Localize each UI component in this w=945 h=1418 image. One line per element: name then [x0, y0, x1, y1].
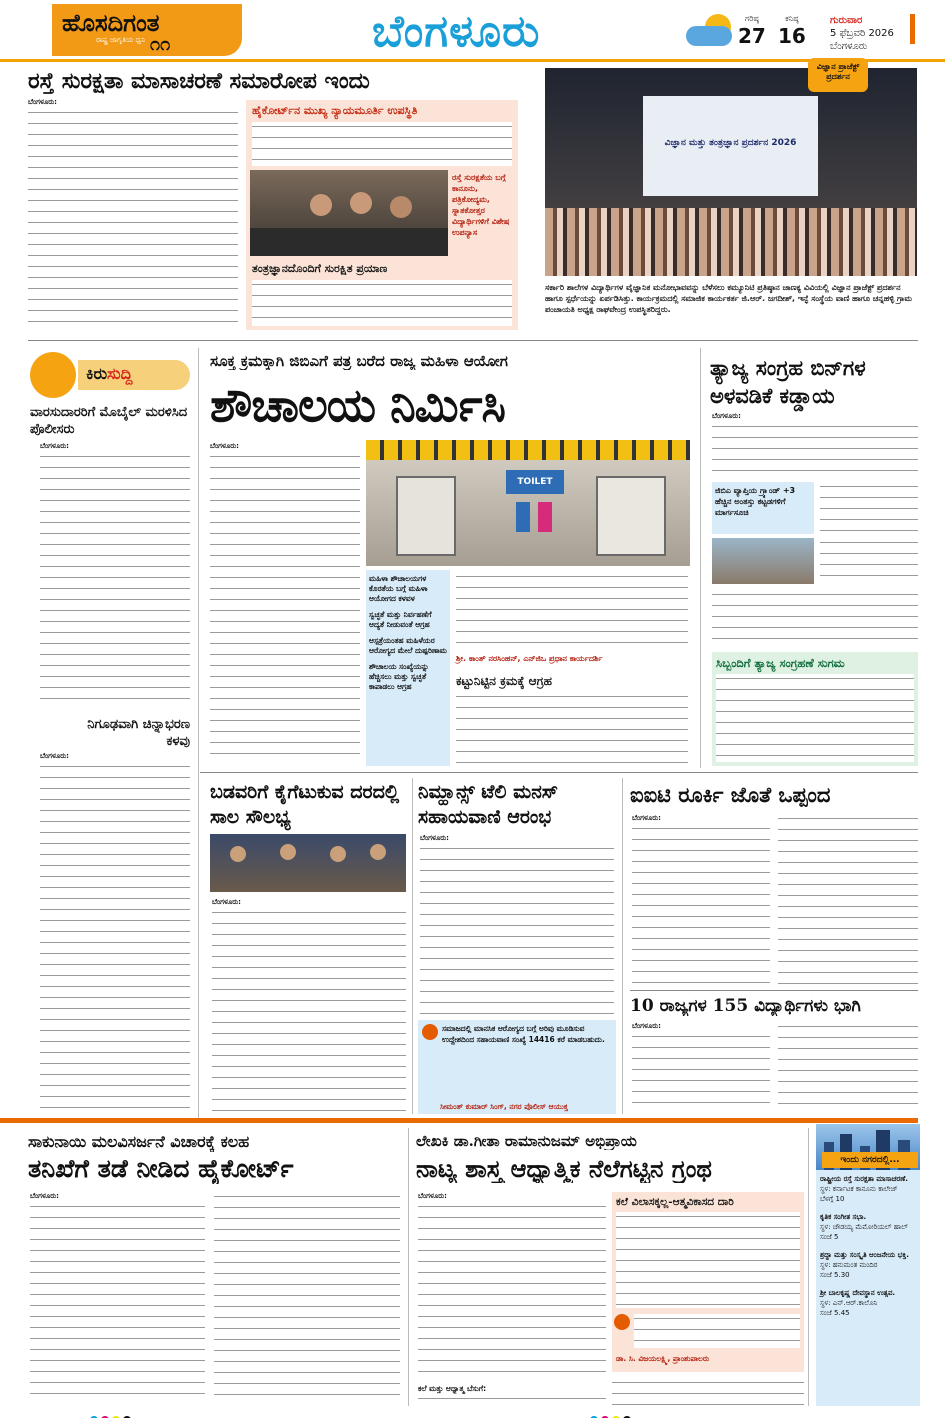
toilet-bullet-3: ಆಸ್ಪತ್ರೆಯಂತಹ ಮಹಿಳೆಯರ ಆರೋಗ್ಯದ ಮೇಲೆ ದುಷ್ಪರಿಣಾಮ [369, 636, 447, 655]
kiru-label [86, 364, 132, 384]
nimhans-quote: ಸಮಾಜದಲ್ಲಿ ಮಾನಸಿಕ ಆರೋಗ್ಯದ ಬಗ್ಗೆ ಅರಿವು ಮೂಡಿಸುವ ಉದ್ದೇಶದಿಂದ ಸಹಾಯವಾಣಿ ಸಂಖ್ಯೆ 14416 ಕರೆ ಮಾಡಬಹುದು. [442, 1024, 605, 1044]
edge-bar [910, 14, 915, 44]
loans-column-rule [412, 778, 413, 1114]
natya-quote-author: ಡಾ. ಸಿ. ವಿಜಯಲಕ್ಷ್ಮಿ, ಪ್ರಾಂಶುಪಾಲರು [616, 1354, 710, 1363]
nimhans-column-rule [622, 778, 623, 1114]
iit-headline: ಐಐಟಿ ರೂರ್ಕಿ ಜೊತೆ ಒಪ್ಪಂದ [630, 782, 831, 807]
road-safety-box-body [252, 122, 512, 166]
toilet-dateline: ಬೆಂಗಳೂರು: [210, 442, 239, 450]
date: 5 ಫೆಬ್ರವರಿ 2026 [830, 28, 894, 39]
today-event-3: ಶ್ರದ್ಧಾ ಮತ್ತು ಸಂಸ್ಕೃತಿ ಆಂಜನೇಯ ಭಕ್ತಿ. [820, 1251, 909, 1259]
waste-body-3 [820, 538, 918, 584]
today-time-4: ಸಂಜೆ 5.45 [820, 1309, 850, 1317]
waste-dateline: ಬೆಂಗಳೂರು: [712, 412, 741, 420]
today-item-3 [820, 1250, 916, 1280]
cloud-icon [686, 26, 732, 46]
waste-headline: ತ್ಯಾಜ್ಯ ಸಂಗ್ರಹ ಬಿನ್‌ಗಳ ಅಳವಡಿಕೆ ಕಡ್ಡಾಯ [710, 355, 866, 408]
toilet-bullets-box [366, 570, 450, 766]
road-safety-dateline: ಬೆಂಗಳೂರು: [28, 98, 57, 106]
today-item-4 [820, 1288, 916, 1318]
nimhans-quote-author: ಸೀಮಂತ್ ಕುಮಾರ್ ಸಿಂಗ್, ನಗರ ಪೊಲೀಸ್ ಆಯುಕ್ತ [440, 1102, 568, 1111]
waste-box: ಜಿಬಿಎ ವ್ಯಾಪ್ತಿಯ ಗ್ರ್ಯಾಂಡ್ +3 ಹೆಚ್ಚಿನ ಅಂತಸ್ತು ಕಟ್ಟಡಗಳಿಗೆ ಮಾರ್ಗಸೂಚಿ [712, 482, 814, 534]
today-place-3: ಸ್ಥಳ: ಹನುಮಂತ ಮಂದಿರ [820, 1261, 878, 1269]
loans-body [212, 908, 406, 1112]
toilet-quote-author: ಶ್ರೀ. ಕಾಂತ್ ನರಸಿಂಹನ್, ಎನ್‌ಜಿಒ ಪ್ರಧಾನ ಕಾರ್ಯದರ್ಶಿ [456, 654, 603, 663]
students-dateline: ಬೆಂಗಳೂರು: [632, 1022, 661, 1030]
kiru-label-2: ಸುದ್ದಿ [107, 364, 133, 383]
loans-dateline: ಬೆಂಗಳೂರು: [212, 898, 241, 906]
today-place-4: ಸ್ಥಳ: ಎನ್.ಆರ್.ಕಾಲೊನಿ [820, 1299, 878, 1307]
natya-kicker: ಲೇಖಕಿ ಡಾ.ಗೀತಾ ರಾಮಾನುಜಮ್ ಅಭಿಪ್ರಾಯ [416, 1132, 637, 1150]
iit-body-1 [632, 824, 770, 984]
section-divider-2 [200, 772, 918, 773]
today-event-4: ಶ್ರೀ ಬಾಲಕೃಷ್ಣ ದೇವಸ್ಥಾನ ಉತ್ಸವ. [820, 1289, 896, 1297]
hc-body-2 [214, 1192, 400, 1402]
natya-body-1 [418, 1202, 606, 1380]
city-aerial-photo [712, 538, 814, 584]
max-temp: 27 [738, 24, 766, 48]
road-safety-box-title: ಹೈಕೋರ್ಟ್‌ನ ಮುಖ್ಯ ನ್ಯಾಯಮೂರ್ತಿ ಉಪಸ್ಥಿತಿ [252, 104, 418, 117]
waste-sub-body [716, 674, 914, 762]
min-temp-label: ಕನಿಷ್ಠ [785, 14, 799, 23]
max-temp-block [738, 14, 766, 48]
natya-body-2 [418, 1394, 606, 1408]
quote-icon [422, 1024, 438, 1040]
toilet-bullet-1: ಮಹಿಳಾ ಶೌಚಾಲಯಗಳ ಕೊರತೆಯ ಬಗ್ಗೆ ಮಹಿಳಾ ಆಯೋಗದ ಕಳವಳ [369, 574, 428, 603]
toilet-kicker: ಸೂಕ್ತ ಕ್ರಮಕ್ಕಾಗಿ ಜಿಬಿಎಗೆ ಪತ್ರ ಬರೆದ ರಾಜ್ಯ ಮಹಿಳಾ ಆಯೋಗ [210, 352, 508, 370]
page-number: ೧೧ [150, 34, 171, 55]
natya-dateline: ಬೆಂಗಳೂರು: [418, 1192, 447, 1200]
section-divider-1 [28, 340, 918, 341]
today-event-2: ಕೃತಿಕ ಸಂಗೀತ ಸಭಾ. [820, 1213, 867, 1221]
waste-body-4 [712, 590, 918, 648]
kiru-label-1: ಕಿರು [86, 364, 108, 383]
waste-subhead: ಸಿಬ್ಬಂದಿಗೆ ತ್ಯಾಜ್ಯ ಸಂಗ್ರಹಣೆ ಸುಗಮ [716, 656, 845, 670]
today-time-3: ಸಂಜೆ 5.30 [820, 1271, 850, 1279]
kiru-body-1 [40, 452, 190, 708]
science-expo-tag: ವಿಜ್ಞಾನ ಪ್ರಾಜೆಕ್ಟ್ ಪ್ರದರ್ಶನ [808, 58, 868, 92]
registration-marks-left [90, 1409, 134, 1418]
natya-quote-icon [614, 1314, 630, 1330]
weekday: ಗುರುವಾರ [830, 15, 863, 26]
kiru-column-rule [198, 348, 199, 1118]
today-place-2: ಸ್ಥಳ: ಚೌಡಯ್ಯ ಮೆಮೋರಿಯಲ್ ಹಾಲ್ [820, 1223, 908, 1231]
nimhans-dateline: ಬೆಂಗಳೂರು: [420, 834, 449, 842]
iit-dateline: ಬೆಂಗಳೂರು: [632, 814, 661, 822]
today-place-1: ಸ್ಥಳ: ಕರ್ನಾಟಕ ಕಾನೂನು ಕಾಲೇಜ್ [820, 1185, 898, 1193]
toilet-quote-body [456, 572, 688, 652]
toilet-bullet-4: ಶೌಚಾಲಯ ಸಂಖ್ಯೆಯನ್ನು ಹೆಚ್ಚಿಸಲು ಮತ್ತು ಸ್ವಚ್ಛತೆ ಕಾಪಾಡಲು ಆಗ್ರಹ [369, 662, 429, 691]
section-divider-4 [0, 1118, 918, 1123]
today-time-2: ಸಂಜೆ 5 [820, 1233, 839, 1241]
hc-kicker: ಸಾಕುನಾಯಿ ಮಲವಿಸರ್ಜನೆ ವಿಚಾರಕ್ಕೆ ಕಲಹ [28, 1132, 250, 1151]
toilet-action-body [456, 692, 688, 764]
date-block [830, 14, 920, 53]
hc-dateline: ಬೆಂಗಳೂರು: [30, 1192, 59, 1200]
newspaper-logo: ಹೊಸದಿಗಂತ [62, 8, 160, 37]
hc-column-rule [408, 1128, 409, 1406]
hc-body-1 [30, 1202, 205, 1402]
hc-headline: ತನಿಖೆಗೆ ತಡೆ ನೀಡಿದ ಹೈಕೋರ್ಟ್ [28, 1154, 294, 1183]
max-temp-label: ಗರಿಷ್ಠ [744, 14, 759, 23]
kiru-dateline-2: ಬೆಂಗಳೂರು: [40, 752, 69, 760]
toilet-headline: ಶೌಚಾಲಯ ನಿರ್ಮಿಸಿ [210, 378, 505, 432]
natya-box-title: ಕಲೆ ವಿಲಾಸಕ್ಕಲ್ಲ-ಆತ್ಮವಿಕಾಸದ ದಾರಿ [616, 1196, 734, 1208]
science-expo-caption: ಸರ್ಕಾರಿ ಶಾಲೆಗಳ ವಿದ್ಯಾರ್ಥಿಗಳ ವೈಜ್ಞಾನಿಕ ಮನೋಭಾವವನ್ನು ಬೆಳೆಸಲು ಕಮ್ಯೂನಿಟಿ ಪ್ರತಿಷ್ಠಾನ ಚಾಣಕ್ಯ ವಿವಿಯಲ್ಲಿ ವಿಜ್ಞಾನ ಪ್ರಾಜೆಕ್ಟ್ ಪ್ರದರ್ಶನ ಹಾಗೂ ಸ್ಪರ್ಧೆಯನ್ನು ಏರ್ಪಡಿಸಿತ್ತು. ಕಾರ್ಯಕ್ರಮದಲ್ಲಿ ಸಮಾಜಿಕ ಕಾರ್ಯಕರ್ತ ಜಿ.ಆರ್. ಜಗದೀಶ್, ಇನ್ಫೆ ಸಂಸ್ಥೆಯ ವಾಣಿ ಹಾಗೂ ಚನ್ನಹಳ್ಳಿ ಗ್ರಾಮ ಪಂಚಾಯತಿ ಅಧ್ಯಕ್ಷ ರಾಘವೇಂದ್ರ ಉಪಸ್ಥಿತರಿದ್ದರು. [545, 283, 913, 314]
min-temp: 16 [778, 24, 806, 48]
today-list [816, 1170, 920, 1406]
kiru-hand-icon [30, 352, 76, 398]
section-divider-3 [630, 990, 918, 991]
waste-body-2 [820, 482, 918, 534]
students-body-2 [778, 1022, 918, 1112]
toilet-sign: TOILET [506, 470, 564, 494]
today-title: ಇಂದು ನಗರದಲ್ಲಿ... [822, 1152, 918, 1168]
nimhans-headline: ನಿಮ್ಹಾನ್ಸ್ ಟೆಲಿ ಮನಸ್ ಸಹಾಯವಾಣಿ ಆರಂಭ [418, 781, 559, 828]
iit-body-2 [778, 814, 918, 984]
waste-body-1 [712, 422, 918, 478]
kiru-body-2 [40, 762, 190, 1112]
natya-quote-body [634, 1314, 800, 1348]
natya-subhead: ಕಲೆ ಮತ್ತು ಆಧ್ಯಾತ್ಮ ಬೆಸುಗೆ: [418, 1384, 487, 1393]
kiru-dateline-1: ಬೆಂಗಳೂರು: [40, 442, 69, 450]
toilet-action-title: ಕಟ್ಟುನಿಟ್ಟಿನ ಕ್ರಮಕ್ಕೆ ಆಗ್ರಹ [456, 674, 552, 688]
road-safety-photo-caption: ರಸ್ತೆ ಸುರಕ್ಷತೆಯ ಬಗ್ಗೆ ಕಾನೂನು, ಪತ್ರಿಕೋದ್ಯಮ, ಸ್ನಾತಕೋತ್ತರ ವಿದ್ಯಾರ್ಥಿಗಳಿಗೆ ವಿಶೇಷ ಉಪನ್ಯಾಸ [452, 173, 510, 237]
today-event-1: ರಾಷ್ಟ್ರೀಯ ರಸ್ತೆ ಸುರಕ್ಷತಾ ಮಾಸಾಚರಣೆ. [820, 1175, 908, 1183]
today-item-1 [820, 1174, 916, 1204]
road-safety-sub-body [252, 280, 512, 326]
min-temp-block [778, 14, 806, 48]
road-safety-subhead: ತಂತ್ರಜ್ಞಾನದೊಂದಿಗೆ ಸುರಕ್ಷಿತ ಪ್ರಯಾಣ [252, 262, 388, 275]
students-body-1 [632, 1032, 770, 1112]
science-expo-screen-text: ವಿಜ್ಞಾನ ಮತ್ತು ತಂತ್ರಜ್ಞಾನ ಪ್ರದರ್ಶನ 2026 [664, 138, 797, 148]
today-time-1: ಬೆಳಗ್ಗೆ 10 [820, 1195, 845, 1203]
loans-photo [210, 834, 406, 892]
today-item-2 [820, 1212, 916, 1242]
kiru-headline-2: ನಿಗೂಢವಾಗಿ ಚಿನ್ನಾಭರಣ ಕಳವು [87, 717, 190, 749]
natya-headline: ನಾಟ್ಯ ಶಾಸ್ತ್ರ ಆಧ್ಯಾತ್ಮಿಕ ನೆಲೆಗಟ್ಟಿನ ಗ್ರಂಥ [416, 1154, 712, 1183]
students-headline: 10 ರಾಜ್ಯಗಳ 155 ವಿದ್ಯಾರ್ಥಿಗಳು ಭಾಗಿ [630, 996, 861, 1016]
toilet-photo [366, 440, 690, 566]
place: ಬೆಂಗಳೂರು [830, 41, 868, 52]
nimhans-body [420, 844, 614, 1016]
natya-box-body [616, 1212, 800, 1308]
road-safety-headline: ರಸ್ತೆ ಸುರಕ್ಷತಾ ಮಾಸಾಚರಣೆ ಸಮಾರೋಪ ಇಂದು [28, 68, 370, 94]
natya-body-3 [612, 1378, 804, 1408]
road-safety-body [28, 108, 238, 330]
road-safety-photo [250, 170, 448, 256]
registration-marks-right [590, 1409, 634, 1418]
toilet-body-col1 [210, 452, 360, 764]
logo-tagline: ರಾಷ್ಟ್ರ ಜಾಗೃತಿಯ ಧ್ವನಿ [96, 36, 146, 44]
city-title: ಬೆಂಗಳೂರು [372, 6, 541, 57]
science-expo-photo [545, 68, 917, 276]
lead-column-rule [700, 348, 701, 768]
natya-column-rule [808, 1128, 809, 1406]
toilet-bullet-2: ಸ್ವಚ್ಛತೆ ಮತ್ತು ನಿರ್ವಹಣೆಗೆ ಆದ್ಯತೆ ನೀಡುವಂತೆ ಆಗ್ರಹ [369, 610, 432, 629]
loans-headline: ಬಡವರಿಗೆ ಕೈಗೆಟುಕುವ ದರದಲ್ಲಿ ಸಾಲ ಸೌಲಭ್ಯ [210, 781, 400, 828]
kiru-headline-1: ವಾರಸುದಾರರಿಗೆ ಮೊಬೈಲ್ ಮರಳಿಸಿದ ಪೊಲೀಸರು [30, 405, 188, 437]
